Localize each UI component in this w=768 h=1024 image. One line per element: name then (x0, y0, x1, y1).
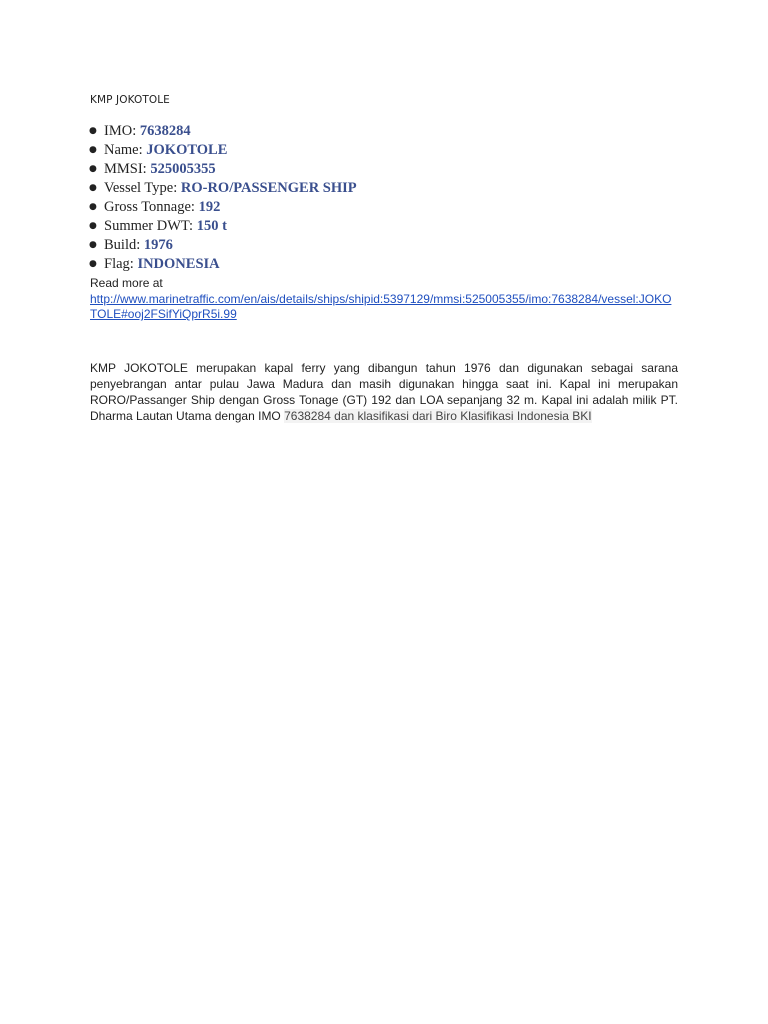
spec-label: IMO: (104, 123, 140, 139)
paragraph-text: KMP JOKOTOLE merupakan kapal ferry yang dibangun tahun 1976 dan digunakan sebagai sarana penyebrangan antar pulau Jawa Madura dan masih digunakan hingga saat ini. Kapal ini merupakan RORO/Passanger Ship dengan Gross Tonage (GT) 192 dan LOA sepanjang 32 m. Kapal ini adalah milik PT. Dharma Lautan Utama dengan IMO (90, 361, 678, 423)
bullet-icon: ● (89, 221, 97, 231)
spec-label: Vessel Type: (104, 180, 181, 196)
bullet-icon: ● (89, 145, 97, 155)
spec-label: MMSI: (104, 161, 151, 177)
paragraph-highlight: 7638284 dan klasifikasi dari Biro Klasifikasi Indonesia BKI (284, 409, 592, 423)
bullet-icon: ● (89, 164, 97, 174)
spec-value: 192 (198, 199, 221, 215)
spec-value: 1976 (143, 237, 173, 253)
read-more-block (90, 276, 690, 323)
spec-value: 7638284 (139, 123, 191, 139)
spec-value: JOKOTOLE (146, 142, 228, 158)
bullet-icon: ● (89, 259, 97, 269)
read-more-label: Read more at (90, 276, 163, 290)
bullet-icon: ● (89, 126, 97, 136)
spec-item-flag (89, 255, 357, 274)
spec-label: Build: (104, 237, 144, 253)
spec-item-vessel-type (89, 179, 357, 198)
bullet-icon: ● (89, 240, 97, 250)
spec-item-name (89, 141, 357, 160)
spec-value: INDONESIA (137, 256, 220, 272)
read-more-link[interactable]: http://www.marinetraffic.com/en/ais/details/ships/shipid:5397129/mmsi:525005355/imo:7638284/vessel:JOKOTOLE#ooj2FSifYiQprR5i.99 (90, 291, 672, 321)
spec-item-imo (89, 122, 357, 141)
vessel-specs-list (89, 122, 357, 274)
document-title: KMP JOKOTOLE (90, 94, 170, 106)
spec-item-gross-tonnage (89, 198, 357, 217)
spec-label: Flag: (104, 256, 138, 272)
spec-label: Summer DWT: (104, 218, 197, 234)
spec-label: Gross Tonnage: (104, 199, 199, 215)
spec-label: Name: (104, 142, 147, 158)
spec-item-summer-dwt (89, 217, 357, 236)
bullet-icon: ● (89, 183, 97, 193)
spec-value: RO-RO/PASSENGER SHIP (180, 180, 357, 196)
spec-item-build (89, 236, 357, 255)
spec-value: 150 t (196, 218, 227, 234)
bullet-icon: ● (89, 202, 97, 212)
description-paragraph (90, 360, 678, 424)
spec-value: 525005355 (150, 161, 216, 177)
spec-item-mmsi (89, 160, 357, 179)
